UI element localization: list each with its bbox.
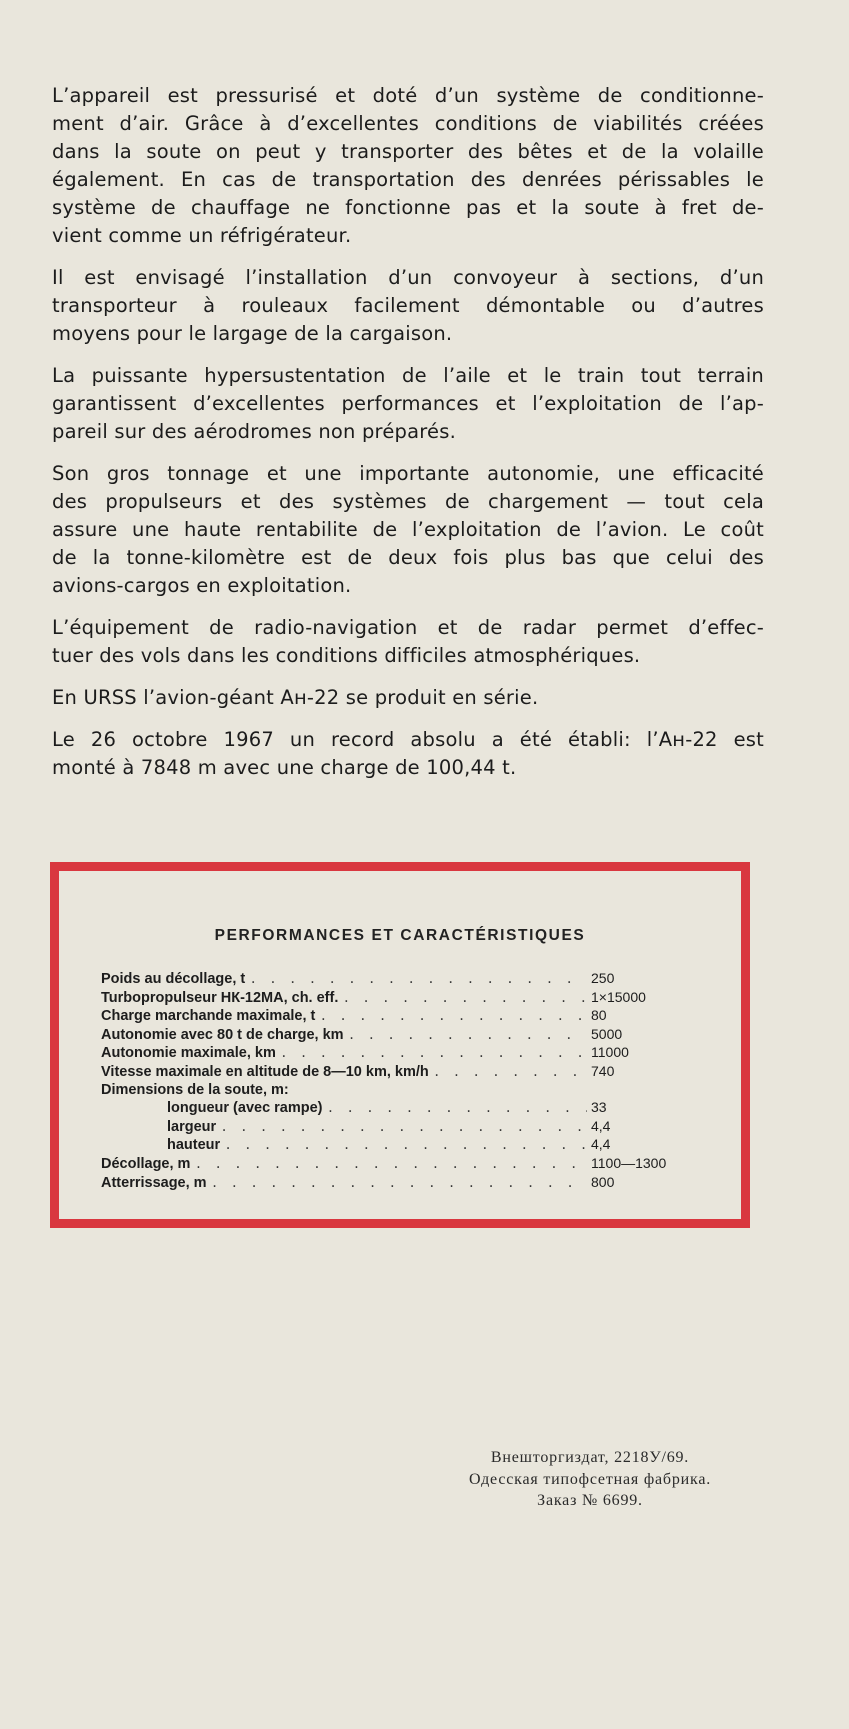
leader-dots: [344, 1026, 587, 1044]
paragraph: [52, 684, 764, 712]
performances-frame: [50, 862, 750, 1228]
spec-value: 11000: [591, 1044, 629, 1061]
spec-label: largeur: [167, 1118, 217, 1135]
spec-value: 5000: [591, 1025, 623, 1042]
publisher-imprint: [420, 1447, 760, 1512]
spec-value: 1×15000: [591, 988, 646, 1005]
spec-row: [101, 1174, 701, 1193]
spec-label: Vitesse maximale en altitude de 8—10 km, km/h: [101, 1063, 429, 1080]
leader-dots: [216, 1118, 587, 1136]
paragraph-line: pareil sur des aérodromes non préparés.: [52, 420, 457, 443]
performances-table: [101, 970, 701, 1192]
spec-value: 740: [591, 1062, 615, 1079]
paragraph-line: assure une haute rentabilite de l’exploitation de l’avion. Le coût: [52, 518, 764, 541]
paragraph-line: ment d’air. Grâce à d’excellentes conditions de viabilités créées: [52, 112, 764, 135]
paragraph: [52, 82, 764, 250]
paragraph-line: En URSS l’avion-géant Ан-22 se produit en série.: [52, 686, 539, 709]
paragraph-line: dans la soute on peut y transporter des bêtes et de la volaille: [52, 140, 764, 163]
leader-dots: [323, 1099, 587, 1117]
paragraph-line: garantissent d’excellentes performances et l’exploitation de l’ap-: [52, 392, 764, 415]
spec-label: Poids au décollage, t: [101, 971, 246, 987]
imprint-line-printer: Одесская типофсетная фабрика.: [468, 1470, 712, 1488]
spec-label: Dimensions de la soute, m:: [101, 1081, 289, 1098]
paragraph-line: vient comme un réfrigérateur.: [52, 224, 352, 247]
spec-label: Turbopropulseur НК-12МА, ch. eff.: [101, 989, 339, 1006]
spec-label: Atterrissage, m: [101, 1174, 207, 1191]
spec-value: 800: [591, 1173, 615, 1190]
leader-dots: [220, 1136, 587, 1154]
spec-row: [101, 1044, 701, 1063]
spec-label: Autonomie maximale, km: [101, 1045, 276, 1062]
spec-value: 33: [591, 1099, 607, 1116]
paragraph-line: L’appareil est pressurisé et doté d’un système de conditionne-: [52, 84, 764, 107]
spec-label: Décollage, m: [101, 1155, 191, 1172]
paragraph: [52, 362, 764, 446]
paragraph-line: Son gros tonnage et une importante autonomie, une efficacité: [52, 462, 764, 485]
spec-row: [101, 1063, 701, 1082]
paragraph-line: La puissante hypersustentation de l’aile et le train tout terrain: [52, 364, 764, 387]
spec-row: [101, 1118, 701, 1137]
imprint-line-publisher: Внешторгиздат, 2218У/69.: [490, 1449, 690, 1466]
leader-dots: [338, 989, 587, 1007]
paragraph-line: de la tonne-kilomètre est de deux fois plus bas que celui des: [52, 546, 764, 569]
spec-value: 1100—1300: [591, 1154, 667, 1171]
paragraph-line: transporteur à rouleaux facilement démontable ou d’autres: [52, 294, 764, 317]
imprint-line-order: Заказ № 6699.: [537, 1492, 643, 1509]
spec-value: 4,4: [591, 1117, 611, 1134]
spec-label: Charge marchande maximale, t: [101, 1008, 316, 1025]
paragraph-line: L’équipement de radio-navigation et de radar permet d’effec-: [52, 616, 764, 639]
paragraph-line: monté à 7848 m avec une charge de 100,44 t.: [52, 756, 517, 779]
paragraph: [52, 264, 764, 348]
spec-value: 250: [591, 970, 615, 986]
spec-row: [101, 1082, 701, 1100]
leader-dots: [276, 1044, 587, 1062]
paragraph-line: également. En cas de transportation des denrées périssables le: [52, 168, 764, 191]
spec-row: [101, 1026, 701, 1045]
paragraph: [52, 460, 764, 600]
spec-value: 4,4: [591, 1136, 611, 1153]
spec-row: [101, 1007, 701, 1026]
spec-row: [101, 1136, 701, 1155]
spec-label: longueur (avec rampe): [167, 1100, 323, 1117]
spec-value: 80: [591, 1007, 607, 1024]
paragraph: [52, 614, 764, 670]
spec-label: Autonomie avec 80 t de charge, km: [101, 1026, 344, 1043]
paragraph-line: système de chauffage ne fonctionne pas et la soute à fret de-: [52, 196, 764, 219]
leader-dots: [190, 1155, 587, 1173]
body-text: [52, 82, 764, 796]
paragraph-line: avions-cargos en exploitation.: [52, 574, 352, 597]
paragraph-line: Il est envisagé l’installation d’un convoyeur à sections, d’un: [52, 266, 764, 289]
paragraph: [52, 726, 764, 782]
leader-dots: [429, 1063, 587, 1081]
paragraph-line: tuer des vols dans les conditions difficiles atmosphériques.: [52, 644, 641, 667]
paragraph-line: des propulseurs et des systèmes de chargement — tout cela: [52, 490, 764, 513]
spec-row: [101, 970, 701, 989]
leader-dots: [207, 1174, 587, 1192]
spec-row: [101, 989, 701, 1008]
paragraph-line: Le 26 octobre 1967 un record absolu a été établi: l’Ан-22 est: [52, 728, 764, 751]
paragraph-line: moyens pour le largage de la cargaison.: [52, 322, 453, 345]
leader-dots: [315, 1007, 587, 1025]
spec-label: hauteur: [167, 1137, 221, 1154]
spec-row: [101, 1155, 701, 1174]
performances-title: PERFORMANCES ET CARACTÉRISTIQUES: [214, 927, 586, 944]
leader-dots: [245, 970, 587, 988]
spec-row: [101, 1099, 701, 1118]
